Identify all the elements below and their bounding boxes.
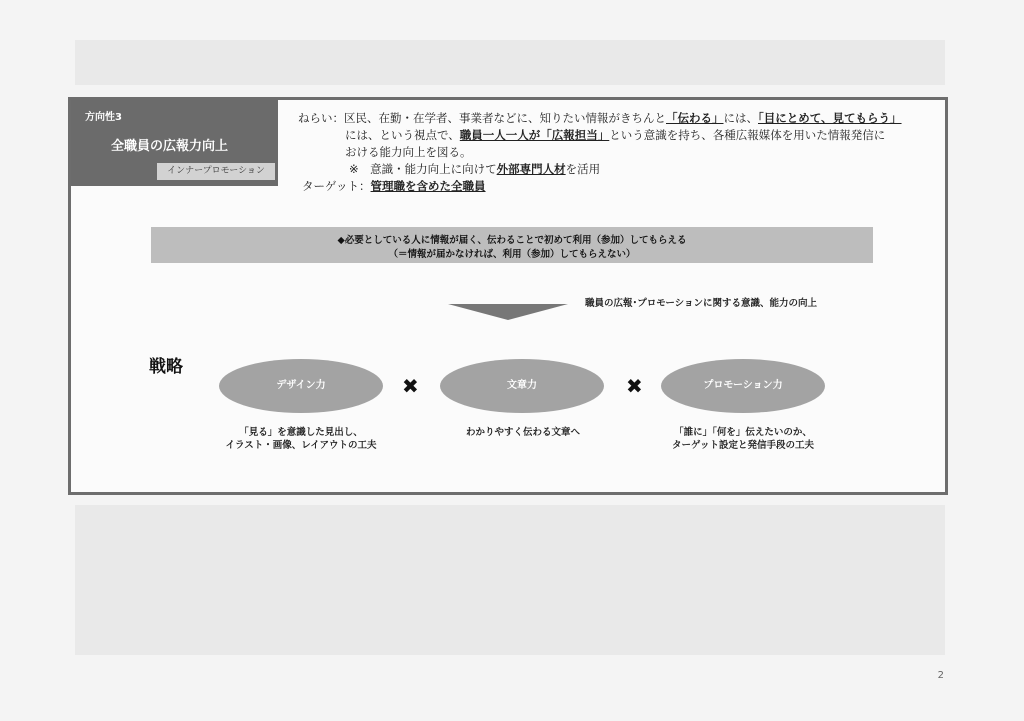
strategy-heading: 戦略: [149, 357, 183, 377]
key-message-banner: [151, 227, 873, 263]
direction-number: 方向性3: [85, 112, 122, 123]
promotion-caption: 「誰に」「何を」伝えたいのか、 ターゲット設定と発信手段の工夫: [671, 427, 815, 451]
bleed-through-bottom: [75, 505, 945, 655]
down-arrow-icon: [448, 304, 568, 320]
aim-line-1: ねらい：区民、在勤・在学者、事業者などに、知りたい情報がきちんと「伝わる」には、「目にとめて、見てもらう」: [298, 111, 902, 125]
direction-subtitle: インナープロモーション: [157, 163, 275, 180]
writing-caption: わかりやすく伝わる文章へ: [465, 427, 580, 438]
aim-line-3: おける能力向上を図る。: [345, 145, 472, 159]
banner-line-2: （＝情報が届かなければ、利用（参加）してもらえない）: [388, 249, 636, 260]
page-number: 2: [937, 670, 944, 681]
direction-panel: [68, 97, 948, 495]
aim-note: ※ 意識・能力向上に向けて外部専門人材を活用: [349, 162, 601, 176]
strategy-design: デザイン力: [219, 359, 383, 413]
strategy-writing: 文章力: [440, 359, 604, 413]
aim-line-2: には、という視点で、職員一人一人が「広報担当」という意識を持ち、各種広報媒体を用いた情報発信に: [345, 128, 886, 142]
arrow-label: 職員の広報･プロモーションに関する意識、能力の向上: [585, 298, 817, 309]
target-line: ターゲット：管理職を含めた全職員: [302, 179, 486, 193]
strategy-promotion: プロモーション力: [661, 359, 825, 413]
direction-header: [71, 100, 278, 186]
design-caption: 「見る」を意識した見出し、 イラスト・画像、レイアウトの工夫: [225, 427, 377, 451]
bleed-through-top: [75, 40, 945, 85]
banner-line-1: ◆必要としている人に情報が届く、伝わることで初めて利用（参加）してもらえる: [337, 235, 687, 246]
cross-icon: ✖: [402, 374, 419, 398]
cross-icon: ✖: [626, 374, 643, 398]
direction-title: 全職員の広報力向上: [111, 139, 229, 154]
